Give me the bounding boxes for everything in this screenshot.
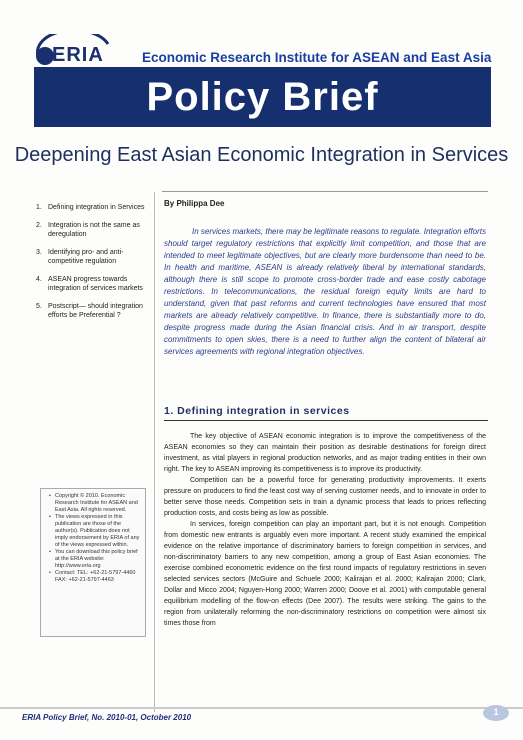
footer-divider [0, 707, 523, 709]
toc-number: 5. [36, 303, 42, 310]
section-divider [164, 420, 488, 421]
body-paragraph: In services, foreign competition can play an important part, but it is not enough. Competition from domestic new entrants is arguably even more important. A recent study examined the empirical evidence on the relative importance of discriminatory barriers to foreign competition in services, and non-discriminatory barriers to any new competition, among a group of East Asian economies. The exercise combined econometric evidence on the first round impacts of regulatory restrictions in seven selected services sectors (McGuire and Schuele 2000; Kalirajan et al. 2000; Kalirajan 2000; Clark, Dollar and Micco 2004; Nguyen-Hong 2000; Warren 2000; Doove et al. 2001) with computable general equilibrium modelling of the flow-on effects (Dee 2007). The results were striking. The gains to the region from unilaterally reforming the non-discriminatory restrictions on competition were almost six times those from [164, 521, 486, 627]
abstract-text: In services markets, there may be legitimate reasons to regulate. Integration efforts should target regulatory restrictions that explicitly limit competition, and those that are intended to meet legitimate objectives, but are clearly more burdensome than need to be. In health and maritime, ASEAN is already relatively liberal by international standards, although there is still scope to promote cross-border trade and ease costly cabotage restrictions. In telecommunications, the residual foreign equity limits are hard to understand, given that past reforms and current technologies have ensured that most markets are already relatively competitive. In finance, there is substantially more to do, despite progress made during the Asian financial crisis. And in air transport, despite commitments to open skies, there is a need to further align the content of bilateral air services agreements with regional integration objectives. [164, 227, 486, 356]
toc-item[interactable] [36, 221, 154, 239]
contact-note: • Contact: TEL: +62-21-5797-4460 FAX: +62-21-5797-4463 [49, 570, 143, 584]
author-byline: By Philippa Dee [164, 199, 225, 208]
page-number: 1 [493, 707, 499, 717]
copyright-box [40, 488, 146, 637]
body-paragraph: The key objective of ASEAN economic integration is to improve the competitiveness of the ASEAN economies so they can maintain their position as desirable destinations for foreign direct investment, as vital players in regional production networks, and as major trading entities in their own right. The key to ASEAN improving its competitiveness is to improve its productivity. [164, 433, 486, 473]
toc-number: 1. [36, 204, 42, 211]
toc-number: 4. [36, 276, 42, 283]
page-number-badge [483, 705, 509, 721]
footer-citation: ERIA Policy Brief, No. 2010-01, October 2010 [22, 713, 192, 722]
body-text [164, 431, 486, 629]
body-paragraph: Competition can be a powerful force for generating productivity improvements. It exerts pressure on producers to find the least cost way of serving customer needs, and to innovate in order to better serve those needs. Competition sets in train a dynamic process that leads to prices reflecting production costs, and costs being as low as possible. [164, 477, 486, 517]
toc-item[interactable] [36, 302, 154, 320]
column-divider [154, 192, 155, 712]
page-title: Deepening East Asian Economic Integration in Services [14, 144, 509, 166]
toc-item[interactable] [36, 203, 154, 212]
toc-item[interactable] [36, 275, 154, 293]
copyright-note: • Copyright © 2010. Economic Research Institute for ASEAN and East Asia. All rights reserved. [49, 493, 143, 514]
toc-label: Integration is not the same as deregulation [48, 222, 140, 238]
banner-title: Policy Brief [146, 75, 379, 119]
toc-label: Identifying pro- and anti-competitive regulation [48, 249, 124, 265]
download-note[interactable]: • You can download this policy brief at the ERIA website: http://www.eria.org [49, 549, 143, 570]
banner [34, 67, 491, 127]
toc-label: Defining integration in Services [48, 204, 145, 211]
header-divider [162, 191, 488, 192]
toc-label: Postscript— should integration efforts be Preferential ? [48, 303, 143, 319]
table-of-contents [36, 203, 154, 329]
toc-label: ASEAN progress towards integration of services markets [48, 276, 143, 292]
toc-item[interactable] [36, 248, 154, 266]
section-heading: 1. Defining integration in services [164, 405, 350, 417]
disclaimer-note: • The views expressed in this publication are those of the author(s). Publication does not imply endorsement by ERIA of any of the views expressed within. [49, 514, 143, 549]
toc-number: 2. [36, 222, 42, 229]
logo-text: ERIA [52, 44, 104, 66]
abstract [164, 226, 486, 358]
toc-number: 3. [36, 249, 42, 256]
institute-name: Economic Research Institute for ASEAN and East Asia [142, 50, 492, 65]
